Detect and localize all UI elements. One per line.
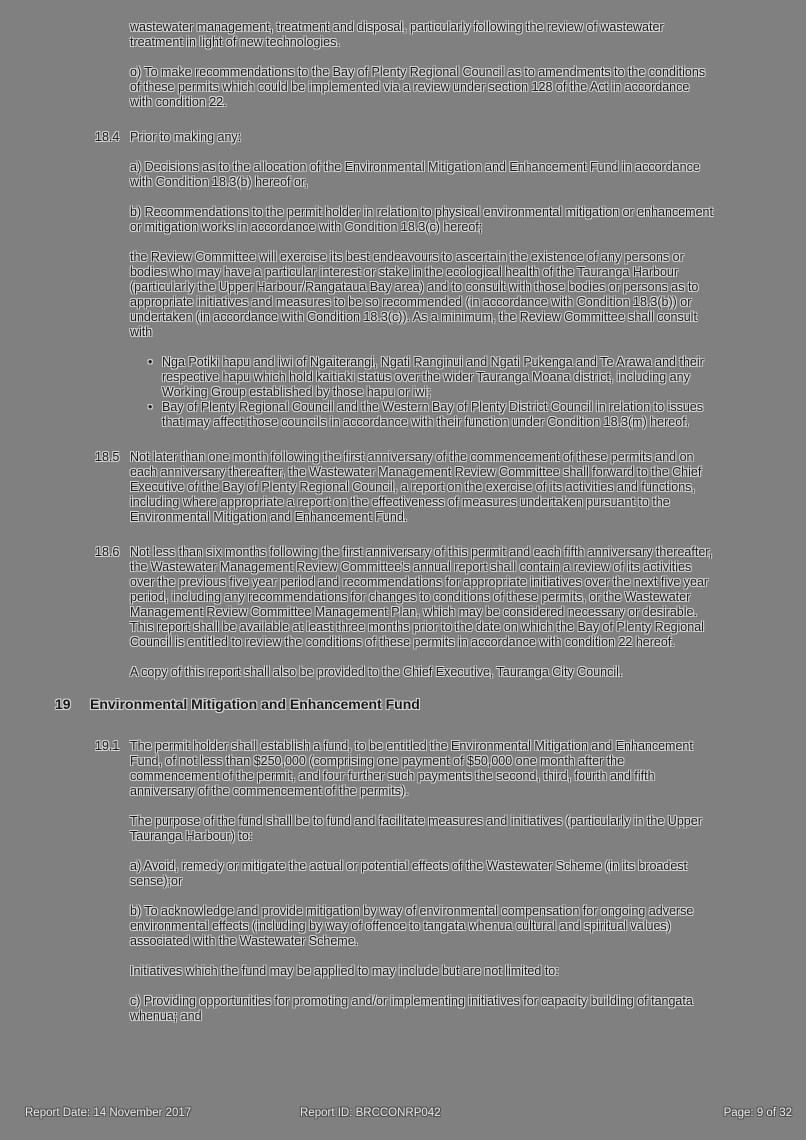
document-body	[55, 20, 714, 1039]
paragraph: wastewater management, treatment and disposal, particularly following the review of wastewater treatment in light of new technologies.	[130, 20, 664, 49]
condition-text: The permit holder shall establish a fund, to be entitled the Environmental Mitigation and Enhancement Fund, of not less than $250,000 (comprising one payment of $50,000 one month after the commencement of the permit, and four further such payments the second, third, fourth and fifth anniversary of the commencement of the permits).	[130, 739, 693, 798]
section-heading-text: Environmental Mitigation and Enhancement Fund	[90, 696, 420, 712]
numbered-condition	[95, 545, 714, 650]
footer-page-number: Page: 9 of 32	[723, 1107, 792, 1119]
paragraph: b) To acknowledge and provide mitigation by way of environmental compensation for ongoing adverse environmental effects (including by way of offence to tangata whenua cultural and spiritual values) associated with the Wastewater Scheme.	[130, 904, 694, 948]
page-footer	[0, 1106, 806, 1122]
list-item	[148, 355, 714, 400]
paragraph: a) Avoid, remedy or mitigate the actual or potential effects of the Wastewater Scheme (in its broadest sense);or	[130, 859, 687, 888]
footer-report-id: Report ID: BRCCONRP042	[300, 1107, 441, 1119]
condition-number: 18.4	[95, 130, 120, 144]
condition-number: 19	[55, 696, 71, 712]
paragraph: A copy of this report shall also be provided to the Chief Executive, Tauranga City Council.	[130, 665, 623, 679]
paragraph: Initiatives which the fund may be applied to may include but are not limited to:	[130, 964, 559, 978]
paragraph: The purpose of the fund shall be to fund and facilitate measures and initiatives (particularly in the Upper Tauranga Harbour) to:	[130, 814, 702, 843]
list-item-text: Nga Potiki hapu and iwi of Ngaiterangi, Ngati Ranginui and Ngati Pukenga and Te Arawa and their respective hapu which hold kaitiaki status over the wider Tauranga Moana district, including any Working Group established by those hapu or iwi;	[162, 355, 704, 399]
bullet-list	[130, 355, 714, 430]
numbered-condition	[95, 739, 714, 799]
bullet-icon: •	[148, 400, 153, 414]
numbered-condition	[95, 130, 714, 145]
footer-report-date: Report Date: 14 November 2017	[25, 1107, 192, 1119]
list-item	[148, 400, 714, 430]
paragraph: the Review Committee will exercise its best endeavours to ascertain the existence of any persons or bodies who may have a particular interest or stake in the ecological health of the Tauranga Harbour (particularly the Upper Harbour/Rangataua Bay area) and to consult with those bodies or persons as to appropriate initiatives and measures to be so recommended (in accordance with Condition 18.3(b)) or undertaken (in accordance with Condition 18.3(c)). As a minimum, the Review Committee shall consult with	[130, 250, 699, 339]
condition-number: 18.6	[95, 545, 120, 559]
condition-number: 18.5	[95, 450, 120, 464]
numbered-condition	[95, 450, 714, 525]
paragraph: b) Recommendations to the permit holder in relation to physical environmental mitigation or enhancement or mitigation works in accordance with Condition 18.3(c) hereof;	[130, 205, 713, 234]
condition-text: Not less than six months following the first anniversary of this permit and each fifth anniversary thereafter, the Wastewater Management Review Committee's annual report shall contain a review of its activities over the previous five year period and recommendations for appropriate initiatives over the next five year period, including any recommendations for changes to conditions of these permits, or the Wastewater Management Review Committee Management Plan, which may be considered necessary or desirable. This report shall be available at least three months prior to the date on which the Bay of Plenty Regional Council is entitled to review the conditions of these permits in accordance with condition 22 hereof.	[130, 545, 713, 649]
bullet-icon: •	[148, 355, 153, 369]
section-heading	[55, 696, 714, 713]
condition-number: 19.1	[95, 739, 120, 753]
list-item-text: Bay of Plenty Regional Council and the Western Bay of Plenty District Council in relation to issues that may affect those councils in accordance with their function under Condition 18.3(m) hereof.	[162, 400, 704, 429]
condition-text: Not later than one month following the first anniversary of the commencement of these permits and on each anniversary thereafter, the Wastewater Management Review Committee shall forward to the Chief Executive of the Bay of Plenty Regional Council, a report on the exercise of its activities and functions, including where appropriate a report on the effectiveness of measures undertaken pursuant to the Environmental Mitigation and Enhancement Fund.	[130, 450, 702, 524]
paragraph: o) To make recommendations to the Bay of Plenty Regional Council as to amendments to the conditions of these permits which could be implemented via a review under section 128 of the Act in accordance with condition 22.	[130, 65, 706, 109]
paragraph: a) Decisions as to the allocation of the Environmental Mitigation and Enhancement Fund in accordance with Condition 18.3(b) hereof or,	[130, 160, 700, 189]
paragraph: c) Providing opportunities for promoting and/or implementing initiatives for capacity building of tangata whenua; and	[130, 994, 693, 1023]
condition-text: Prior to making any:	[130, 130, 242, 144]
